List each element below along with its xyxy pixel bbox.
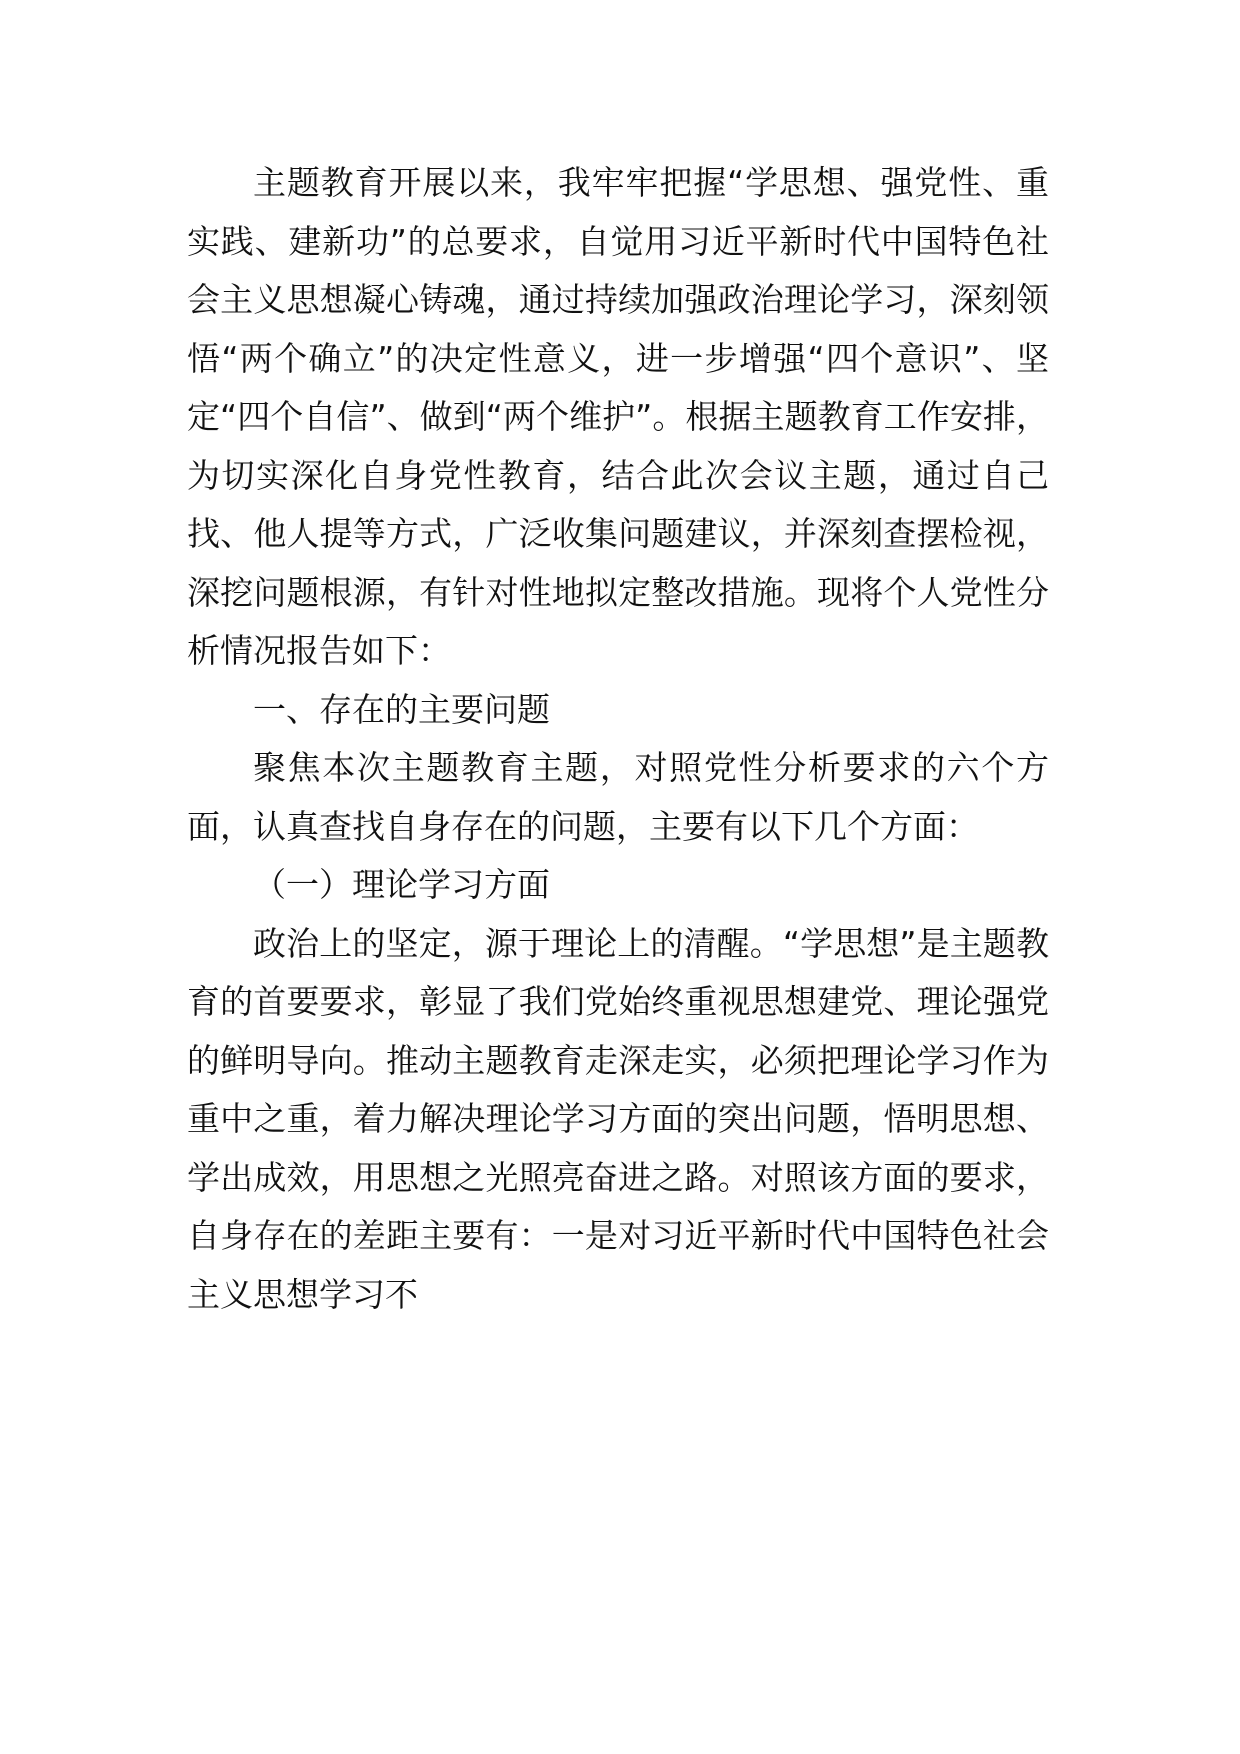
subsection-heading-theory-study: （一）理论学习方面 [253,865,550,904]
subsection-body-theory-study: 政治上的坚定，源于理论上的清醒。“学思想”是主题教育的首要要求，彰显了我们党始终重视思想建党、理论强党的鲜明导向。推动主题教育走深走实，必须把理论学习作为重中之重，着力解决理论学习方面的突出问题，悟明思想、学出成效，用思想之光照亮奋进之路。对照该方面的要求，自身存在的差距主要有：一是对习近平新时代中国特色社会主义思想学习不 [187,923,1049,1314]
section-heading-main-problems: 一、存在的主要问题 [253,689,550,729]
section-body-main-problems: 聚焦本次主题教育主题，对照党性分析要求的六个方面，认真查找自身存在的问题，主要有以下几个方面： [187,748,1049,846]
intro-paragraph: 主题教育开展以来，我牢牢把握“学思想、强党性、重实践、建新功”的总要求，自觉用习近平新时代中国特色社会主义思想凝心铸魂，通过持续加强政治理论学习，深刻领悟“两个确立”的决定性意义，进一步增强“四个意识”、坚定“四个自信”、做到“两个维护”。根据主题教育工作安排，为切实深化自身党性教育，结合此次会议主题，通过自己找、他人提等方式，广泛收集问题建议，并深刻查摆检视，深挖问题根源，有针对性地拟定整改措施。现将个人党性分析情况报告如下： [187,163,1049,670]
document-body [187,154,1049,1324]
